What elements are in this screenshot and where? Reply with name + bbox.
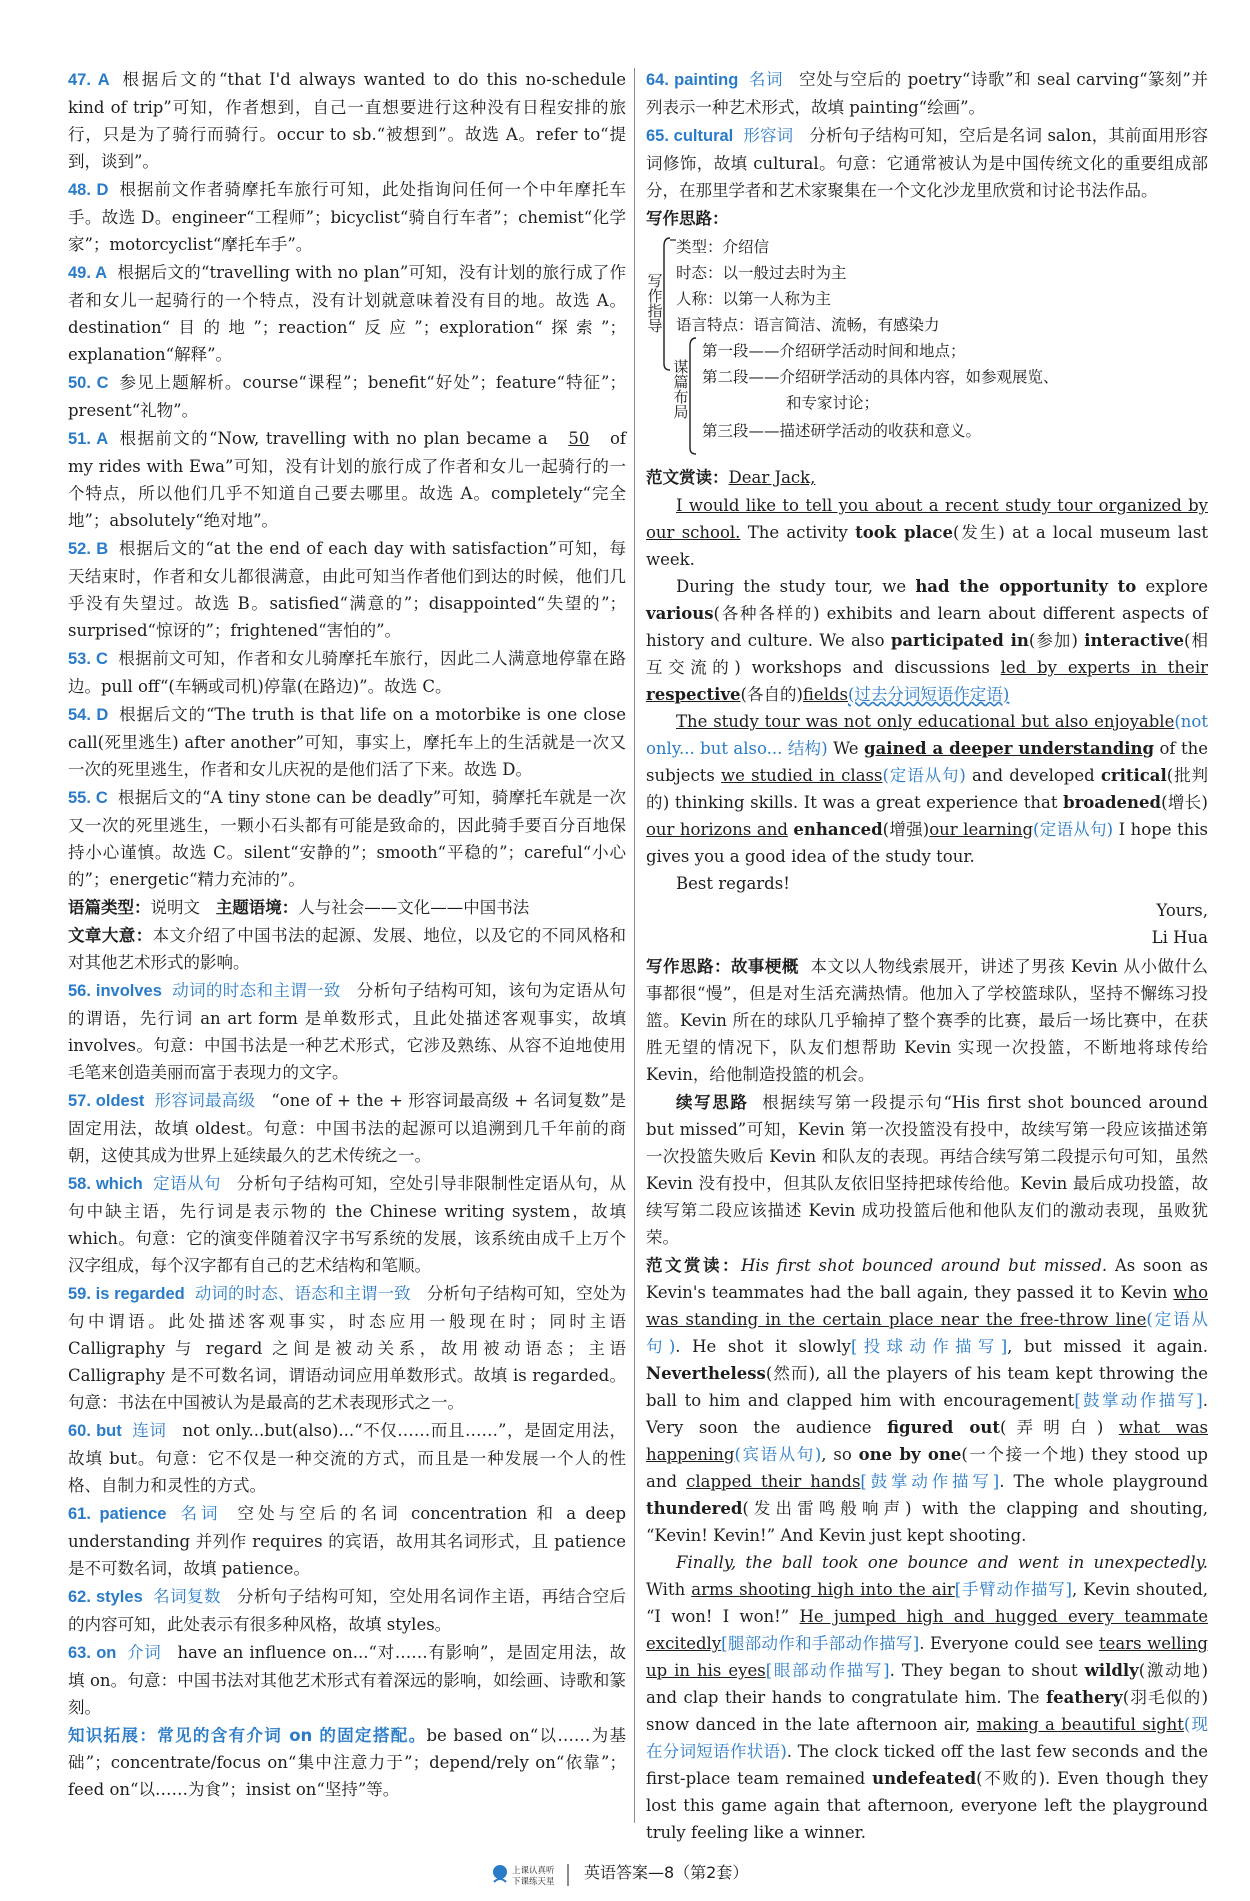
text: . He shot it slowly: [675, 1337, 851, 1356]
answer-58: [68, 1170, 626, 1279]
logo-line-1: 上课认真听: [512, 1866, 555, 1876]
underlined-phrase: making a beautiful sight: [976, 1715, 1184, 1734]
model-label: 范文赏读：: [646, 1256, 741, 1275]
gloss: (批判的): [646, 766, 1209, 812]
writing-mind-map: [646, 234, 1208, 460]
description-note: [腿部动作和手部动作描写]: [721, 1634, 920, 1653]
gloss: (增强): [882, 820, 930, 839]
underlined-phrase: The study tour was not only educational but also enjoyable: [676, 712, 1175, 731]
gloss: (弄明白): [999, 1418, 1104, 1437]
key-phrase: figured out: [887, 1418, 1000, 1437]
writing-ideas-heading: [646, 205, 1208, 232]
text: that: [1023, 793, 1058, 812]
story-text: 本文以人物线索展开，讲述了男孩 Kevin 从小做什么事都很“慢”，但是对生活充满热情。他加入了学校篮球队，坚持不懈练习投篮。Kevin 所在的球队几乎输掉了整个赛季的比赛，最后一场比赛中，在获胜无望的情况下，队友们想帮助 Kevin 实现一次投篮，不断地将球传给 Kevin，给他制造投篮的机会。: [646, 957, 1208, 1084]
underlined-phrase: clapped their hands: [686, 1472, 861, 1491]
key-phrase: enhanced: [793, 820, 883, 839]
grammar-tag: 定语从句: [152, 1175, 221, 1193]
key-phrase: undefeated: [872, 1769, 977, 1788]
grammar-note: (过去分词短语作定语): [848, 685, 1010, 704]
answer-explanation: have an influence on...“对……有影响”，是固定用法，故填 on。句意：中国书法对其他艺术形式有着深远的影响，如绘画、诗歌和篆刻。: [68, 1643, 627, 1717]
underlined-phrase: who was standing in the certain place near the free-throw line: [646, 1283, 1208, 1329]
answer-number: 60. but: [68, 1422, 122, 1440]
text: , so: [821, 1445, 852, 1464]
blank-number: 50: [568, 429, 590, 448]
answer-number: 63. on: [68, 1644, 117, 1662]
underlined-phrase: fields: [802, 685, 848, 704]
answer-explanation: 根据后文的“travelling with no plan”可知，没有计划的旅行成了作者和女儿一起骑行的一个特点，没有计划就意味着没有目的地。故选 A。destination“目的地”；reaction“反应”；exploration“探索”；explanation“解释”。: [68, 263, 627, 364]
underlined-phrase: our learning: [929, 820, 1034, 839]
text: thinking skills. It was a great experience: [674, 793, 1019, 812]
answer-explanation: “one of + the + 形容词最高级 + 名词复数”是固定用法，故填 oldest。句意：中国书法的起源可以追溯到几千年前的商朝，这使其成为世界上延续最久的艺术传统之一。: [68, 1091, 627, 1165]
text: and clap their hands to congratulate him. The: [646, 1688, 1040, 1707]
answer-number: 48. D: [68, 181, 109, 199]
key-phrase: one by one: [858, 1445, 962, 1464]
text: . The clock ticked off the last few seconds and the first-place team remained: [646, 1742, 1208, 1788]
answer-55: [68, 784, 626, 893]
answer-62: [68, 1583, 626, 1638]
gloss: (羽毛似的): [1122, 1688, 1209, 1707]
grammar-tag: 名词: [176, 1505, 222, 1523]
answer-number: 53. C: [68, 650, 108, 668]
text: , Kevin shouted, “I won! I won!”: [646, 1580, 1208, 1626]
text: . Very soon the audience: [646, 1391, 1208, 1437]
page-number: 英语答案—8（第2套）: [584, 1863, 749, 1882]
answer-explanation: 根据后文的“The truth is that life on a motorbike is one close call(死里逃生) after another”可知，事实上，摩托车上的生活就是一次又一次的死里逃生，作者和女儿庆祝的是他们活了下来。故选 D。: [68, 705, 627, 779]
answer-64: [646, 66, 1208, 121]
publisher-logo-icon: [490, 1862, 574, 1888]
description-note: [眼部动作描写]: [765, 1661, 890, 1680]
summary: [68, 922, 626, 976]
answer-explanation: 分析句子结构可知，空处引导非限制性定语从句，从句中缺主语，先行词是表示物的 the Chinese writing system，故填 which。句意：它的演变伴随着汉字书写系统的发展，该系统由成千上万个汉字组成，每个汉字都有自己的艺术结构和笔顺。: [68, 1174, 627, 1275]
grammar-note: (现在分词短语作状语): [646, 1715, 1209, 1761]
mind-row-para1: 第一段——介绍研学活动时间和地点；: [702, 342, 966, 360]
text: exhibits and learn about different aspects of history and culture. We also: [646, 604, 1209, 650]
story-para-1: [646, 1252, 1208, 1549]
grammar-note: (not only... but also... 结构): [646, 712, 1208, 758]
answer-53: [68, 645, 626, 700]
grammar-tag: 介词: [126, 1644, 162, 1662]
underlined-phrase: led by experts in their: [1000, 658, 1208, 677]
key-phrase: participated in: [890, 631, 1029, 650]
story-summary: [646, 953, 1208, 1088]
logo-line-2: 下课练天星: [512, 1877, 555, 1887]
letter-para-2: [646, 573, 1208, 708]
key-phrase: feathery: [1046, 1688, 1123, 1707]
extension-label: 知识拓展：常见的含有介词 on 的固定搭配。: [68, 1726, 427, 1745]
text: . Everyone could see: [919, 1634, 1094, 1653]
answer-explanation-b: of my rides with Ewa”可知，没有计划的旅行成了作者和女儿一起骑行的一个特点，所以他们几乎不知道自己要去哪里。故选 A。completely“完全地”；absolutely“绝对地”。: [68, 429, 627, 530]
answer-60: [68, 1417, 626, 1499]
answer-number: 59. is regarded: [68, 1285, 185, 1303]
answer-48: [68, 176, 626, 258]
key-phrase: wildly: [1084, 1661, 1139, 1680]
grammar-note: (宾语从句): [734, 1445, 822, 1464]
text: . The whole playground: [999, 1472, 1209, 1491]
letter-yours: Yours,: [1156, 901, 1208, 920]
prompt-sentence: Finally, the ball took one bounce and went in unexpectedly.: [676, 1553, 1208, 1572]
text: . Even though they lost this game again that afternoon, everyone left the playground truly feeling like a winner.: [646, 1769, 1209, 1842]
description-note: [鼓掌动作描写]: [860, 1472, 1000, 1491]
text: with the clapping and shouting, “Kevin! Kevin!” And Kevin just kept shooting.: [646, 1499, 1208, 1545]
answer-explanation: 根据后文的“that I'd always wanted to do this no-schedule kind of trip”可知，作者想到，自己一直想要进行这种没有日程安排的旅行，只是为了骑行而骑行。occur to sb.“被想到”。故选 A。refer to“提到，谈到”。: [68, 70, 627, 171]
description-note: [手臂动作描写]: [954, 1580, 1072, 1599]
underlined-phrase: what was happening: [646, 1418, 1209, 1464]
topic-sentence: I would like to tell you about a recent study tour organized by our school.: [646, 496, 1208, 542]
genre-label: 语篇类型：: [68, 898, 151, 917]
answer-number: 50. C: [68, 374, 109, 392]
answer-49: [68, 259, 626, 368]
gloss: (激动地): [1138, 1661, 1209, 1680]
text: With: [646, 1580, 686, 1599]
writing-ideas-label: 写作思路：: [646, 209, 729, 228]
answer-52: [68, 535, 626, 644]
answer-number: 61. patience: [68, 1505, 167, 1523]
grammar-tag: 形容词最高级: [154, 1092, 256, 1110]
idea-label: 续写思路: [676, 1093, 749, 1112]
answer-number: 51. A: [68, 430, 109, 448]
key-phrase: respective: [646, 685, 741, 704]
summary-text: 本文介绍了中国书法的起源、发展、地位，以及它的不同风格和对其他艺术形式的影响。: [68, 926, 626, 972]
answer-number: 57. oldest: [68, 1092, 145, 1110]
letter-signature: Li Hua: [1151, 928, 1208, 947]
answer-explanation: not only...but(also)...“不仅……而且……”，是固定用法，故填 but。句意：它不仅是一种交流的方式，而且是一种发展一个人的性格、自制力和灵性的方式。: [68, 1421, 626, 1495]
left-column: [68, 66, 626, 1804]
grammar-note: (定语从句): [646, 1310, 1209, 1356]
answer-59: [68, 1280, 626, 1416]
answer-explanation: 分析句子结构可知，空处用名词作主语，再结合空后的内容可知，此处表示有很多种风格，故填 styles。: [68, 1587, 627, 1634]
answer-explanation: 分析句子结构可知，该句为定语从句的谓语，先行词 an art form 是单数形式，且此处描述客观事实，故填 involves。句意：中国书法是一种艺术形式，它涉及熟练、从容不迫地使用毛笔来创造美丽而富于表现力的文字。: [68, 981, 627, 1082]
gloss: (参加): [1028, 631, 1078, 650]
gloss: (发生): [952, 523, 1005, 542]
theme-label: 主题语境：: [215, 898, 299, 917]
answer-number: 58. which: [68, 1175, 143, 1193]
text: at a local museum last week.: [646, 523, 1208, 569]
text: . They began to shout: [889, 1661, 1078, 1680]
text: workshops and discussions: [751, 658, 990, 677]
answer-number: 64. painting: [646, 71, 739, 89]
genre-value: 说明文: [150, 898, 200, 917]
letter-closing: Best regards!: [676, 874, 790, 893]
answer-number: 56. involves: [68, 982, 162, 1000]
answer-explanation: 分析句子结构可知，空后是名词 salon，其前面用形容词修饰，故填 cultural。句意：它通常被认为是中国传统文化的重要组成部分，在那里学者和艺术家聚集在一个文化沙龙里欣赏和讨论书法作品。: [646, 126, 1209, 200]
mind-row-type: 类型：介绍信: [676, 238, 770, 256]
underlined-phrase: He jumped high and hugged every teammate excitedly: [646, 1607, 1208, 1653]
theme-value: 人与社会——文化——中国书法: [298, 898, 530, 917]
mind-side-label-guide: 写作指导: [647, 272, 663, 335]
genre-line: [68, 894, 626, 921]
grammar-note: (定语从句): [882, 766, 966, 785]
gloss: (发出雷鸣般响声): [742, 1499, 912, 1518]
knowledge-extension: [68, 1722, 626, 1803]
prompt-sentence: His first shot bounced around but missed.: [740, 1256, 1108, 1275]
gloss: (各种各样的): [713, 604, 820, 623]
idea-text: 根据续写第一段提示句“His first shot bounced around but missed”可知，Kevin 第一次投篮没有投中，故续写第一段应该描述第一次投篮失败后 Kevin 和队友的表现。再结合续写第二段提示句可知，虽然 Kevin 没有投中，但其队友依旧坚持把球传给他。Kevin 最后成功投篮，故续写第二段应该描述 Kevin 成功投篮后他和他队友们的激动表现，虽败犹荣。: [646, 1093, 1208, 1247]
grammar-note: (定语从句): [1033, 820, 1114, 839]
extension-text: be based on“以……为基础”；concentrate/focus on“集中注意力于”；depend/rely on“依靠”；feed on“以……为食”；insist on“坚持”等。: [68, 1726, 626, 1799]
answer-65: [646, 122, 1208, 204]
underlined-phrase: we studied in class: [721, 766, 883, 785]
mind-row-para2-cont: 和专家讨论；: [786, 394, 880, 412]
text: , but missed it again.: [1007, 1337, 1209, 1356]
key-phrase: had the opportunity to: [915, 577, 1137, 596]
summary-label: 文章大意：: [68, 926, 153, 945]
gloss: (相互交流的): [646, 631, 1208, 677]
column-divider: [634, 68, 635, 1823]
key-phrase: critical: [1100, 766, 1167, 785]
grammar-tag: 名词复数: [152, 1588, 221, 1606]
answer-explanation: 根据后文的“A tiny stone can be deadly”可知，骑摩托车就是一次又一次的死里逃生，一颗小石头都有可能是致命的，因此骑手要百分百地保持小心谨慎。故选 C。silent“安静的”；smooth“平稳的”；careful“小心的”；energetic“精力充沛的”。: [68, 788, 627, 889]
mind-row-para3: 第三段——描述研学活动的收获和意义。: [702, 422, 982, 440]
mind-row-language: 语言特点：语言简洁、流畅，有感染力: [676, 316, 940, 334]
mind-row-tense: 时态：以一般过去时为主: [676, 264, 847, 282]
key-phrase: Nevertheless: [646, 1364, 766, 1383]
text: snow danced in the late afternoon air,: [646, 1715, 971, 1734]
answer-number: 49. A: [68, 264, 108, 282]
underlined-phrase: tears welling up in his eyes: [646, 1634, 1208, 1680]
gloss: (各自的): [740, 685, 803, 704]
answer-51: [68, 425, 626, 534]
text: explore: [1145, 577, 1209, 596]
page-footer: [0, 1858, 1250, 1888]
grammar-tag: 动词的时态和主谓一致: [171, 982, 341, 1000]
text: I hope this gives you a good idea of the study tour.: [646, 820, 1209, 866]
text: of the subjects: [646, 739, 1209, 785]
story-label: 写作思路：故事梗概: [646, 957, 799, 976]
gloss: (一个接一个地): [961, 1445, 1085, 1464]
model-letter: [646, 464, 1208, 951]
text: As soon as Kevin's teammates had the ball again, they passed it to Kevin: [646, 1256, 1209, 1302]
grammar-tag: 形容词: [743, 127, 794, 145]
answer-54: [68, 701, 626, 783]
answer-number: 55. C: [68, 789, 108, 807]
answer-explanation: 根据前文作者骑摩托车旅行可知，此处指询问任何一个中年摩托车手。故选 D。engineer“工程师”；bicyclist“骑自行车者”；chemist“化学家”；motorcyclist“摩托车手”。: [68, 180, 627, 254]
mind-side-label-layout: 谋篇布局: [673, 358, 689, 421]
answer-63: [68, 1639, 626, 1721]
text: The activity: [747, 523, 848, 542]
key-phrase: took place: [855, 523, 953, 542]
key-phrase: various: [646, 604, 714, 623]
mind-row-person: 人称：以第一人称为主: [676, 290, 832, 308]
greeting: Dear Jack,: [728, 468, 816, 487]
answer-explanation-a: 根据前文的“Now, travelling with no plan became a: [118, 429, 548, 448]
key-phrase: interactive: [1084, 631, 1185, 650]
answer-56: [68, 977, 626, 1086]
answer-explanation: 根据后文的“at the end of each day with satisfaction”可知，每天结束时，作者和女儿都很满意，由此可知当作者他们到达的时候，他们几乎没有失望过。故选 B。satisfied“满意的”；disappointed“失望的”；surprised“惊讶的”；frightened“害怕的”。: [68, 539, 626, 640]
key-phrase: broadened: [1063, 793, 1162, 812]
text: We: [833, 739, 859, 758]
answer-number: 47. A: [68, 71, 110, 89]
mind-row-para2: 第二段——介绍研学活动的具体内容，如参观展览、: [702, 368, 1059, 386]
underlined-phrase: our horizons and: [646, 820, 788, 839]
description-note: [投球动作描写]: [850, 1337, 1008, 1356]
gloss: (然而): [765, 1364, 816, 1383]
text: , all the players of his team kept throwing the ball to him and clapped him with encouragement: [646, 1364, 1208, 1410]
answer-number: 65. cultural: [646, 127, 734, 145]
answer-57: [68, 1087, 626, 1169]
letter-para-1: [646, 492, 1208, 573]
gloss: (不败的): [976, 1769, 1046, 1788]
answer-explanation: 根据前文可知，作者和女儿骑摩托车旅行，因此二人满意地停靠在路边。pull off“(车辆或司机)停靠(在路边)”。故选 C。: [68, 649, 626, 696]
text: and developed: [972, 766, 1095, 785]
answer-number: 62. styles: [68, 1588, 143, 1606]
description-note: [鼓掌动作描写]: [1074, 1391, 1203, 1410]
letter-para-3: [646, 708, 1208, 870]
grammar-tag: 动词的时态、语态和主谓一致: [194, 1285, 411, 1303]
text: During the study tour, we: [676, 577, 907, 596]
text: they stood up and: [646, 1445, 1208, 1491]
model-story: [646, 1252, 1208, 1846]
model-label: 范文赏读：: [646, 468, 729, 487]
right-column: [646, 66, 1208, 1846]
gloss: (增长): [1161, 793, 1208, 812]
answer-explanation: 空处与空后的 poetry“诗歌”和 seal carving“篆刻”并列表示一种艺术形式，故填 painting“绘画”。: [646, 70, 1208, 117]
answer-47: [68, 66, 626, 175]
grammar-tag: 连词: [131, 1422, 167, 1440]
answer-explanation: 分析句子结构可知，空处为句中谓语。此处描述客观事实，时态应用一般现在时；同时主语 Calligraphy 与 regard 之间是被动关系，故用被动语态；主语 Calligraphy 是不可数名词，谓语动词应用单数形式。故填 is regarded。句意：书法在中国被认为是最高的艺术表现形式之一。: [68, 1284, 627, 1412]
answer-number: 52. B: [68, 540, 109, 558]
continuation-ideas: [646, 1089, 1208, 1251]
answer-explanation: 参见上题解析。course“课程”；benefit“好处”；feature“特征”；present“礼物”。: [68, 373, 626, 420]
story-para-2: [646, 1549, 1208, 1846]
key-phrase: gained a deeper understanding: [864, 739, 1155, 758]
model-letter-greeting: [646, 464, 1208, 491]
answer-number: 54. D: [68, 706, 109, 724]
grammar-tag: 名词: [748, 71, 784, 89]
key-phrase: thundered: [646, 1499, 743, 1518]
answer-50: [68, 369, 626, 424]
underlined-phrase: arms shooting high into the air: [691, 1580, 955, 1599]
answer-explanation: 空处与空后的名词 concentration 和 a deep understanding 并列作 requires 的宾语，故用其名词形式，且 patience 是不可数名词，故填 patience。: [68, 1504, 627, 1578]
answer-61: [68, 1500, 626, 1582]
